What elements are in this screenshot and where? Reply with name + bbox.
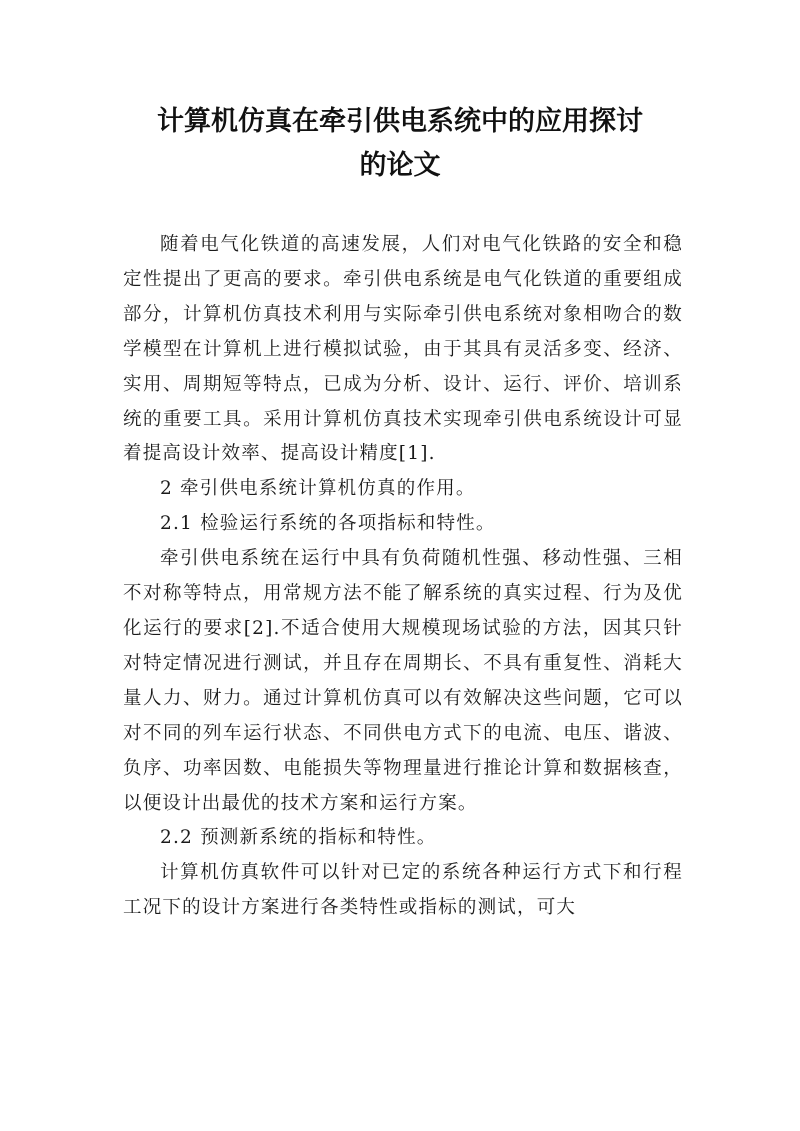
- section-heading-2-1: 2.1 检验运行系统的各项指标和特性。: [160, 513, 496, 535]
- section-heading-2-2: 2.2 预测新系统的指标和特性。: [160, 827, 437, 849]
- intro-paragraph: 随着电气化铁道的高速发展，人们对电气化铁路的安全和稳定性提出了更高的要求。牵引供电系统是电气化铁道的重要组成部分，计算机仿真技术利用与实际牵引供电系统对象相吻合的数学模型在计算机上进行模拟试验，由于其具有灵活多变、经济、实用、周期短等特点，已成为分析、设计、运行、评价、培训系统的重要工具。采用计算机仿真技术实现牵引供电系统设计可显着提高设计效率、提高设计精度[1].: [123, 234, 683, 465]
- document-title: [100, 100, 700, 188]
- title-line-2: 的论文: [359, 150, 441, 181]
- document-body: [123, 228, 683, 926]
- title-line-1: 计算机仿真在牵引供电系统中的应用探讨: [157, 106, 643, 137]
- section-2-1-paragraph: 牵引供电系统在运行中具有负荷随机性强、移动性强、三相不对称等特点，用常规方法不能了解系统的真实过程、行为及优化运行的要求[2].不适合使用大规模现场试验的方法，因其只针对特定情况进行测试，并且存在周期长、不具有重复性、消耗大量人力、财力。通过计算机仿真可以有效解决这些问题，它可以对不同的列车运行状态、不同供电方式下的电流、电压、谐波、负序、功率因数、电能损失等物理量进行推论计算和数据核查，以便设计出最优的技术方案和运行方案。: [123, 548, 683, 814]
- section-2-2-paragraph: 计算机仿真软件可以针对已定的系统各种运行方式下和行程工况下的设计方案进行各类特性或指标的测试，可大: [123, 862, 683, 919]
- section-heading-2: 2 牵引供电系统计算机仿真的作用。: [160, 478, 476, 500]
